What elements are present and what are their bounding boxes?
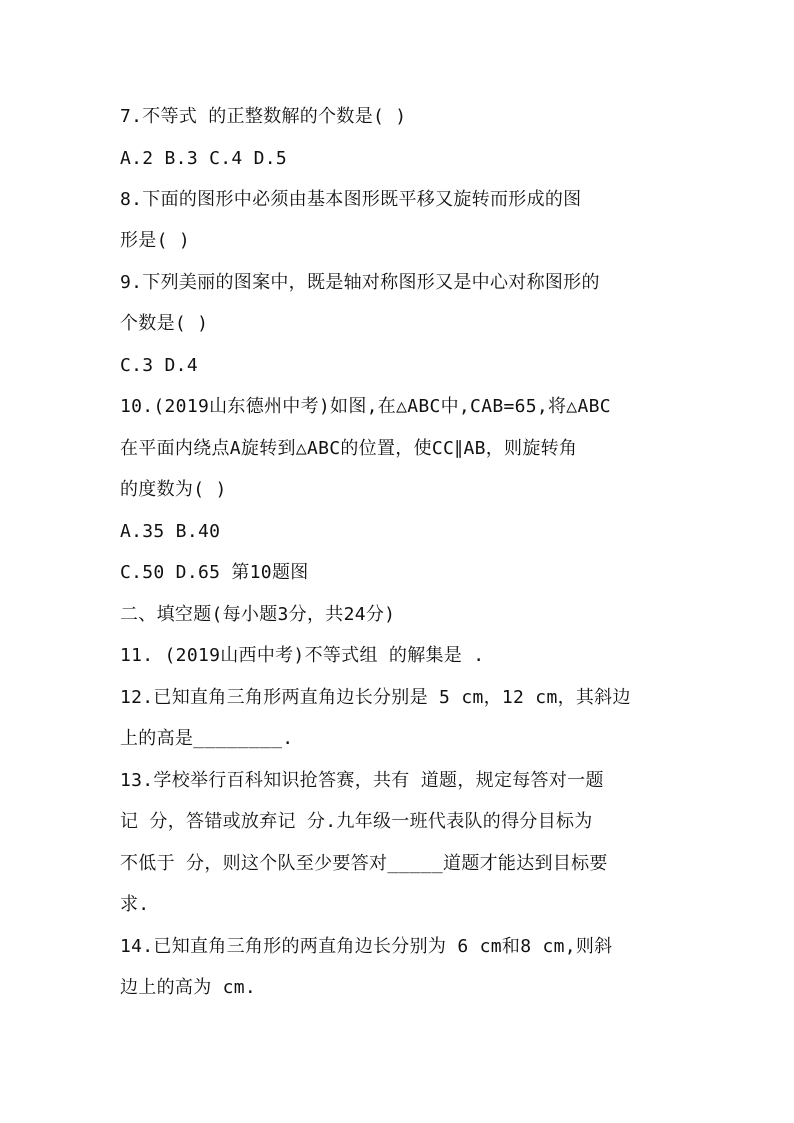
question-8-line-2: 形是( ) bbox=[120, 230, 191, 251]
question-10-line-1: 10.(2019山东德州中考)如图,在△ABC中,CAB=65,将△ABC bbox=[120, 396, 611, 417]
question-13-line-1: 13.学校举行百科知识抢答赛，共有 道题，规定每答对一题 bbox=[120, 770, 604, 791]
question-10-options-2: C.50 D.65 第10题图 bbox=[120, 562, 309, 583]
question-13-line-3: 不低于 分，则这个队至少要答对_____道题才能达到目标要 bbox=[120, 853, 608, 874]
question-10-line-3: 的度数为( ) bbox=[120, 479, 227, 500]
question-7-options: A.2 B.3 C.4 D.5 bbox=[120, 148, 288, 169]
question-8-line-1: 8.下面的图形中必须由基本图形既平移又旋转而形成的图 bbox=[120, 189, 582, 210]
question-13-line-4: 求. bbox=[120, 894, 150, 915]
question-10-line-2: 在平面内绕点A旋转到△ABC的位置，使CC∥AB，则旋转角 bbox=[120, 438, 578, 459]
question-9-options: C.3 D.4 bbox=[120, 355, 198, 376]
question-12-line-1: 12.已知直角三角形两直角边长分别是 5 cm，12 cm，其斜边 bbox=[120, 687, 631, 708]
question-14-line-2: 边上的高为 cm. bbox=[120, 977, 257, 998]
question-12-line-2: 上的高是________. bbox=[120, 728, 294, 749]
question-14-line-1: 14.已知直角三角形的两直角边长分别为 6 cm和8 cm,则斜 bbox=[120, 936, 613, 957]
question-7-line: 7.不等式 的正整数解的个数是( ) bbox=[120, 106, 407, 127]
question-11-line: 11. (2019山西中考)不等式组 的解集是 . bbox=[120, 645, 485, 666]
question-9-line-1: 9.下列美丽的图案中，既是轴对称图形又是中心对称图形的 bbox=[120, 272, 600, 293]
question-9-line-2: 个数是( ) bbox=[120, 313, 209, 334]
section-heading-fill-blank: 二、填空题(每小题3分，共24分) bbox=[120, 604, 396, 625]
question-13-line-2: 记 分，答错或放弃记 分.九年级一班代表队的得分目标为 bbox=[120, 811, 593, 832]
question-10-options-1: A.35 B.40 bbox=[120, 521, 221, 542]
